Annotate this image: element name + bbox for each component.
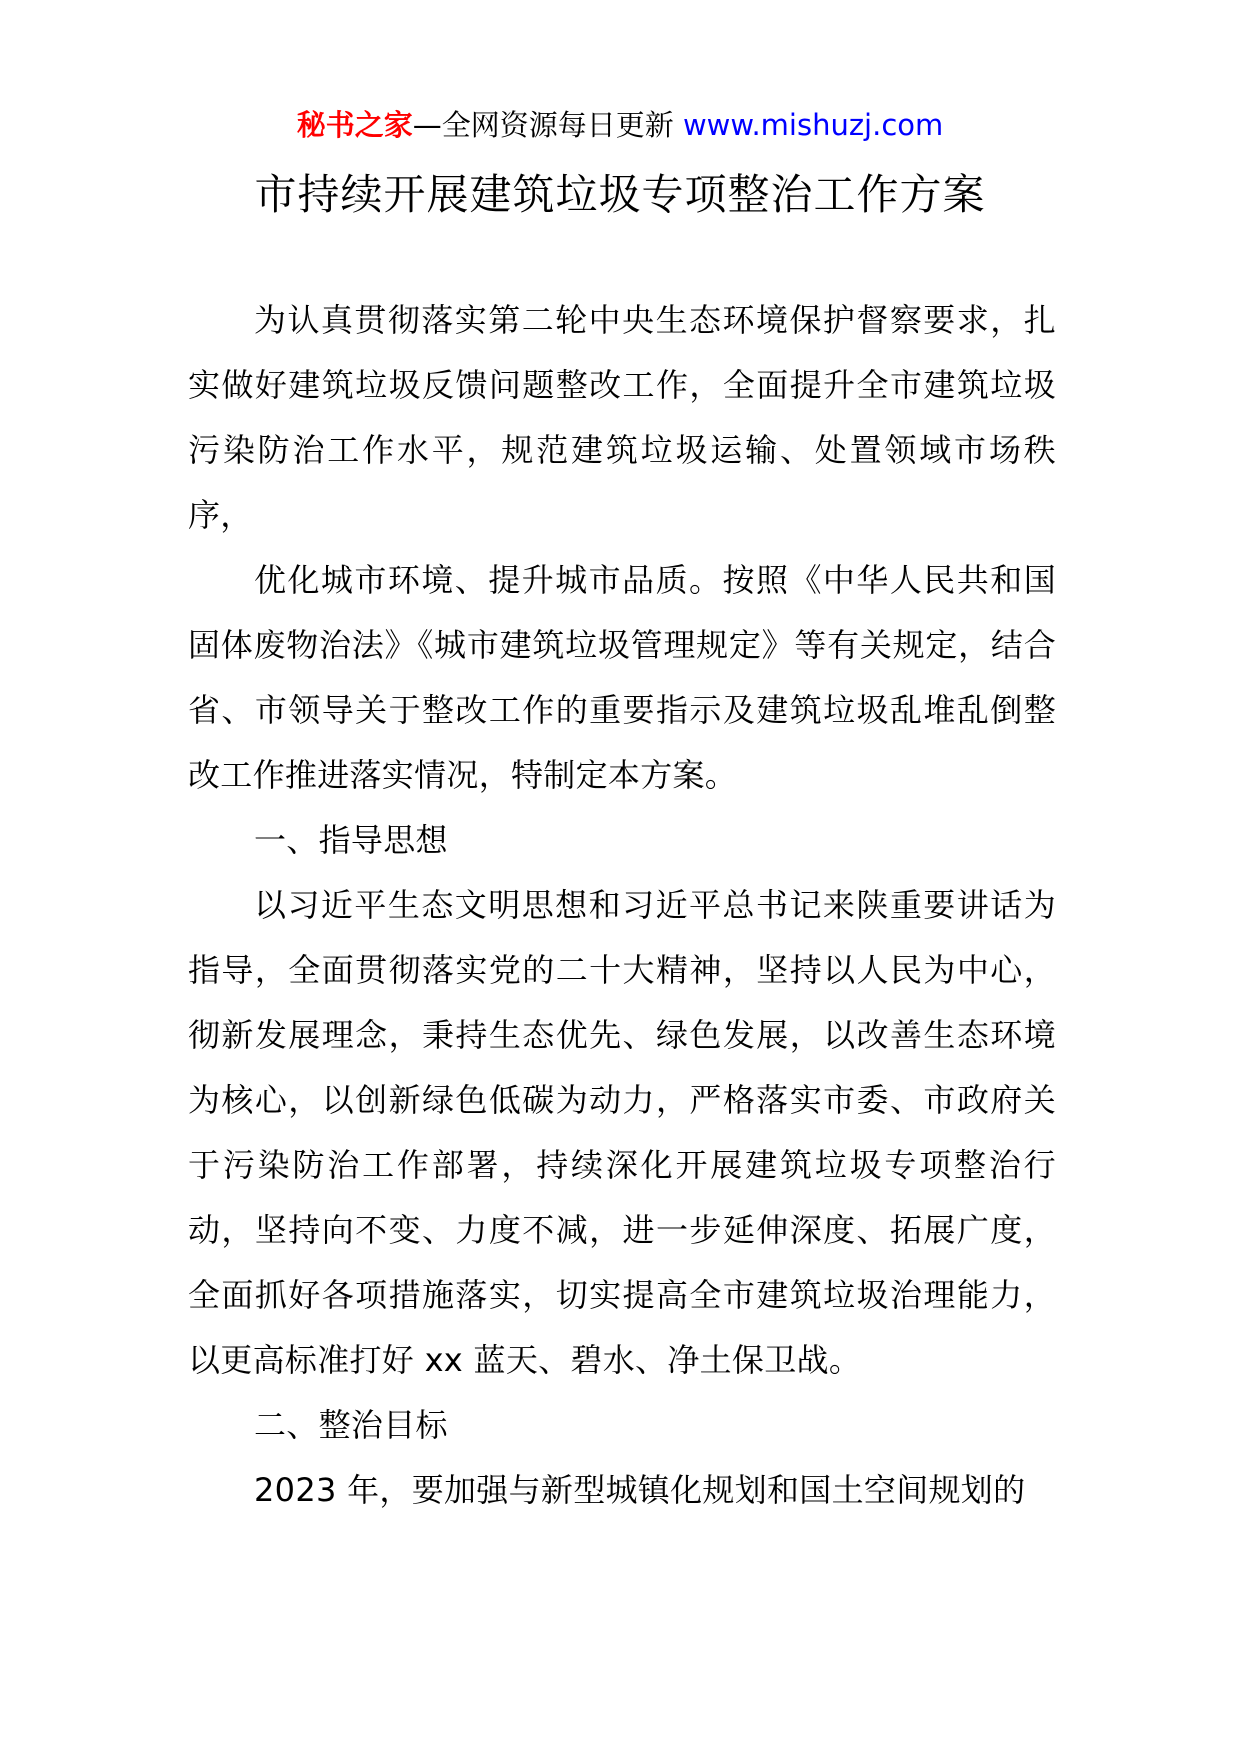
site-tagline: —全网资源每日更新 <box>412 108 674 142</box>
body-paragraph: 以习近平生态文明思想和习近平总书记来陕重要讲话为指导，全面贯彻落实党的二十大精神，坚持以人民为中心，彻新发展理念，秉持生态优先、绿色发展，以改善生态环境为核心，以创新绿色低碳为动力，严格落实市委、市政府关于污染防治工作部署，持续深化开展建筑垃圾专项整治行动，坚持向不变、力度不减，进一步延伸深度、拓展广度，全面抓好各项措施落实，切实提高全市建筑垃圾治理能力，以更高标准打好 xx 蓝天、碧水、净土保卫战。 <box>188 886 1056 1379</box>
body-paragraph: 优化城市环境、提升城市品质。按照《中华人民共和国固体废物治法》《城市建筑垃圾管理规定》等有关规定，结合省、市领导关于整改工作的重要指示及建筑垃圾乱堆乱倒整改工作推进落实情况，特制定本方案。 <box>188 561 1056 794</box>
document-title: 市持续开展建筑垃圾专项整治工作方案 <box>254 170 986 219</box>
section-heading: 二、整治目标 <box>254 1406 448 1444</box>
document-body <box>188 288 1056 1523</box>
site-header <box>0 100 1240 150</box>
body-paragraph: 2023 年，要加强与新型城镇化规划和国土空间规划的 <box>254 1471 1026 1509</box>
section-heading: 一、指导思想 <box>254 821 448 859</box>
body-paragraph: 为认真贯彻落实第二轮中央生态环境保护督察要求，扎实做好建筑垃圾反馈问题整改工作，全面提升全市建筑垃圾污染防治工作水平，规范建筑垃圾运输、处置领域市场秩序， <box>188 301 1056 534</box>
site-brand: 秘书之家 <box>296 108 413 142</box>
site-url-link[interactable]: www.mishuzj.com <box>682 108 944 142</box>
